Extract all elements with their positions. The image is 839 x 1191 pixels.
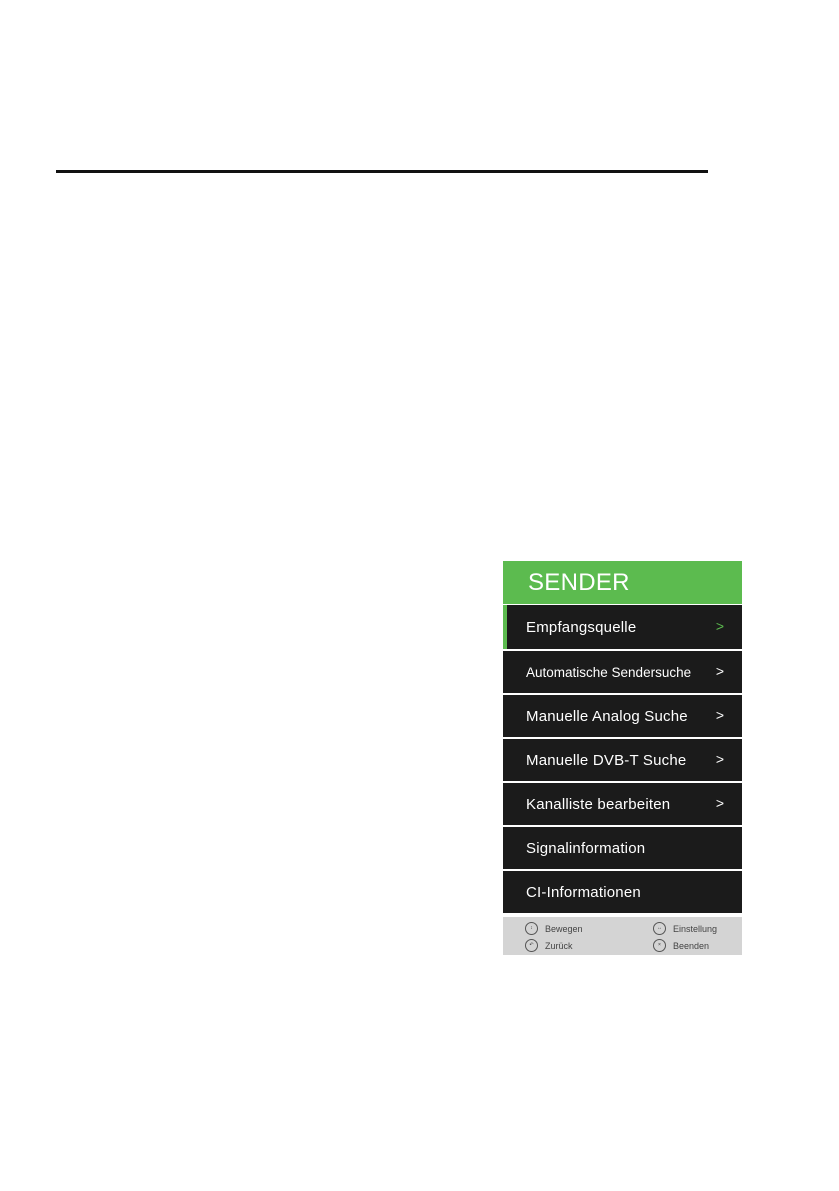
chevron-right-icon: >: [715, 618, 724, 635]
chevron-right-icon: >: [715, 795, 724, 812]
menu-item-signalinformation[interactable]: [503, 827, 742, 869]
hint-back-label: Zurück: [545, 940, 573, 951]
menu-title: SENDER: [503, 561, 742, 604]
hint-move: [525, 922, 583, 935]
exit-button-icon: ×: [653, 939, 666, 952]
menu-item-manuelle-dvbt-suche[interactable]: [503, 739, 742, 781]
menu-list: [503, 605, 742, 913]
chevron-right-icon: >: [715, 663, 724, 680]
hint-exit: [653, 939, 709, 952]
sender-menu: [503, 561, 742, 955]
hint-exit-label: Beenden: [673, 940, 710, 951]
key-hints-bar: [503, 917, 742, 955]
menu-item-label: Manuelle Analog Suche: [526, 707, 688, 725]
hint-set-label: Einstellung: [673, 923, 718, 934]
hint-move-label: Bewegen: [545, 923, 583, 934]
menu-item-label: Manuelle DVB-T Suche: [526, 751, 687, 769]
hint-set: [653, 922, 717, 935]
menu-item-label: Signalinformation: [526, 839, 646, 857]
chevron-right-icon: >: [715, 751, 724, 768]
chevron-right-icon: >: [715, 707, 724, 724]
menu-item-label: Kanalliste bearbeiten: [526, 795, 671, 813]
menu-item-label: Empfangsquelle: [526, 618, 637, 636]
menu-item-label: Automatische Sendersuche: [526, 664, 692, 680]
menu-item-manuelle-analog-suche[interactable]: [503, 695, 742, 737]
menu-item-automatische-sendersuche[interactable]: [503, 651, 742, 693]
left-right-icon: ↔: [653, 922, 666, 935]
hint-back: [525, 939, 573, 952]
up-down-icon: ↕: [525, 922, 538, 935]
menu-item-ci-informationen[interactable]: [503, 871, 742, 913]
menu-item-empfangsquelle[interactable]: [503, 605, 742, 649]
back-button-icon: ↶: [525, 939, 538, 952]
page-header-rule: [56, 170, 708, 173]
menu-item-kanalliste-bearbeiten[interactable]: [503, 783, 742, 825]
menu-item-label: CI-Informationen: [526, 883, 641, 901]
